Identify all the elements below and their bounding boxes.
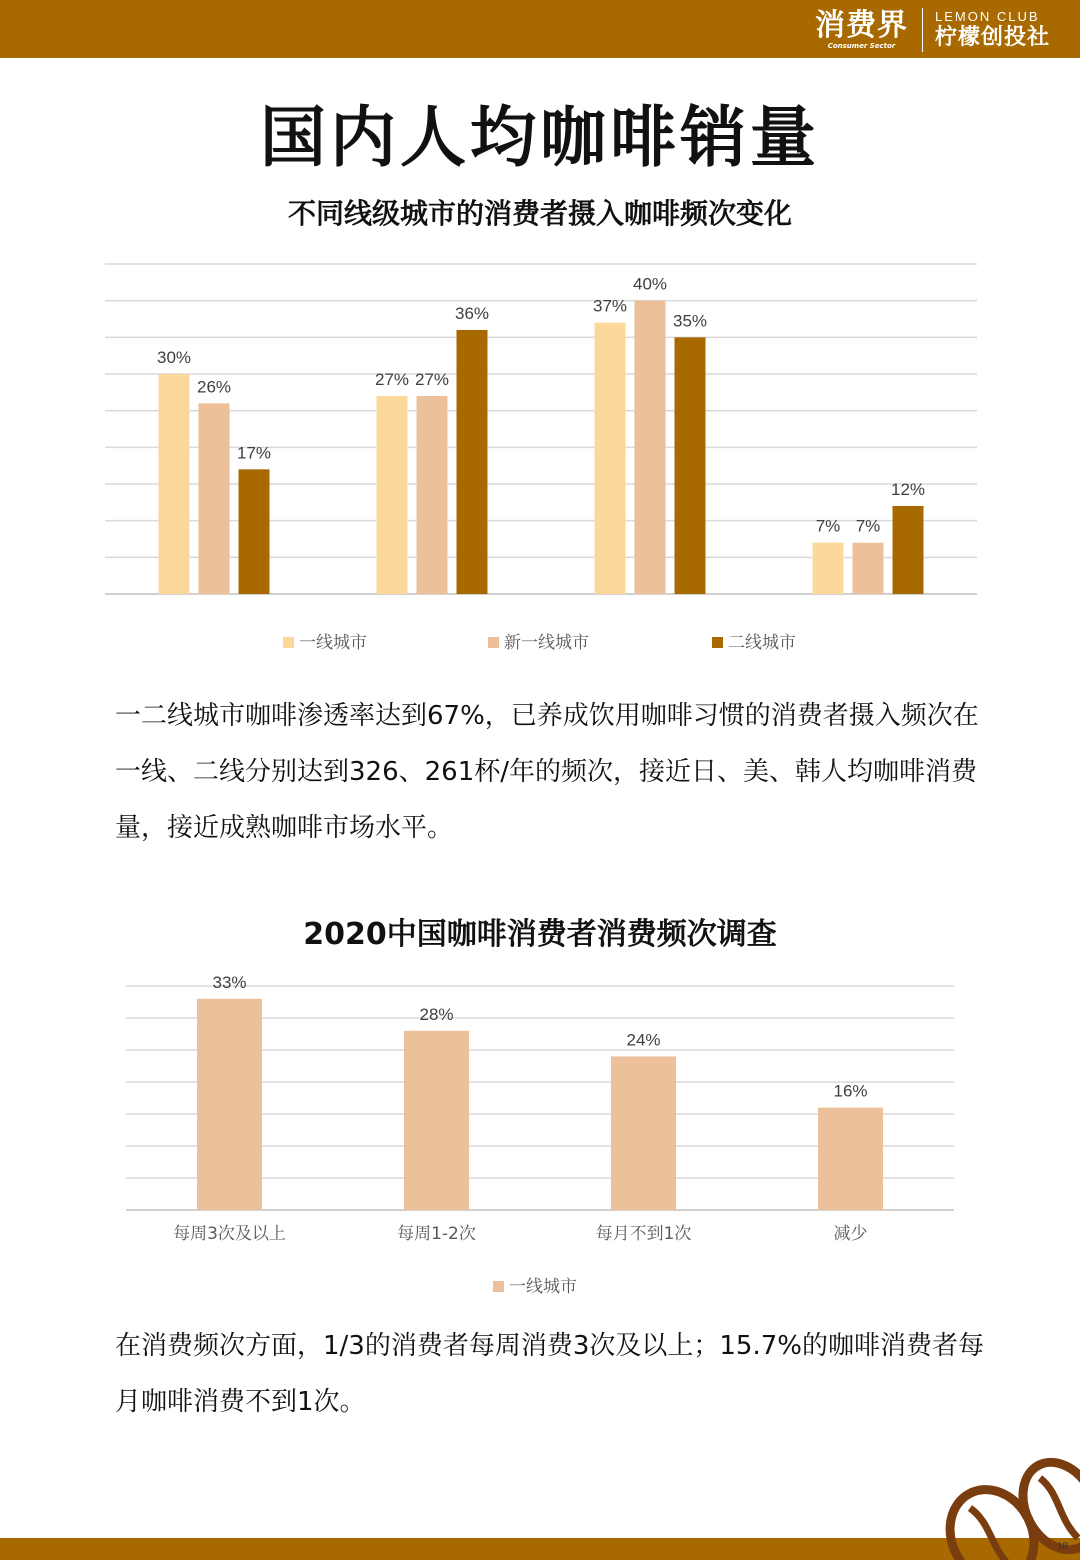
bar: [595, 323, 626, 594]
chart2-title: 2020中国咖啡消费者消费频次调查: [303, 917, 777, 952]
data-label: 30%: [156, 348, 192, 367]
legend-swatch: [488, 637, 499, 648]
data-label: 16%: [833, 1081, 868, 1101]
bar: [417, 396, 448, 594]
category-label: 减少: [833, 1224, 868, 1244]
bar: [197, 999, 262, 1210]
legend-label: 新一线城市: [504, 633, 589, 653]
data-label: 12%: [890, 480, 926, 499]
consumer-sector-logo: [815, 10, 908, 50]
bar: [853, 543, 884, 594]
bar: [404, 1031, 469, 1210]
bar: [675, 337, 706, 594]
footer-bar: [0, 1538, 1080, 1560]
bar: [457, 330, 488, 594]
brand-divider: [922, 8, 923, 52]
bar: [377, 396, 408, 594]
bar: [199, 403, 230, 594]
category-label: 每月不到1次: [595, 1224, 692, 1244]
legend-swatch: [493, 1281, 504, 1292]
data-label: 26%: [196, 377, 232, 397]
data-label: 37%: [592, 296, 628, 316]
lemon-club-logo-en: LEMON CLUB: [934, 9, 1040, 24]
data-label: 27%: [414, 370, 450, 389]
category-label: 每周3次及以上: [173, 1224, 286, 1244]
bar: [239, 469, 270, 594]
lemon-club-logo-cn: 柠檬创投社: [934, 25, 1050, 50]
consumer-sector-logo-subtext: Consumer Sector: [827, 42, 896, 50]
legend-swatch: [283, 637, 294, 648]
data-label: 24%: [626, 1030, 661, 1050]
data-label: 28%: [419, 1004, 454, 1024]
data-label: 17%: [236, 443, 272, 463]
bar: [813, 543, 844, 594]
bar: [893, 506, 924, 594]
chart1-title: 不同线级城市的消费者摄入咖啡频次变化: [287, 197, 792, 230]
data-label: 40%: [632, 274, 668, 294]
legend-swatch: [712, 637, 723, 648]
lemon-club-logo: [935, 9, 1050, 51]
consumer-sector-logo-text: 消费界: [814, 8, 908, 43]
data-label: 7%: [855, 516, 881, 536]
data-label: 27%: [374, 370, 410, 389]
legend-label: 一线城市: [299, 633, 367, 653]
legend-label: 二线城市: [728, 633, 796, 653]
paragraph-penetration: 一二线城市咖啡渗透率达到67%，已养成饮用咖啡习惯的消费者摄入频次在一线、二线分别达到326、261杯/年的频次，接近日、美、韩人均咖啡消费量，接近成熟咖啡市场水平。: [115, 701, 979, 843]
data-label: 35%: [672, 311, 708, 331]
page-number: 18: [1057, 1540, 1068, 1552]
bar: [611, 1056, 676, 1210]
bar: [159, 374, 190, 594]
brand-logos: [815, 6, 1050, 54]
legend-label: 一线城市: [509, 1277, 577, 1297]
header-bar: [0, 0, 1080, 58]
data-label: 36%: [454, 304, 490, 323]
page-title: 国内人均咖啡销量: [260, 99, 820, 176]
category-label: 每周1-2次: [397, 1224, 476, 1244]
data-label: 33%: [212, 972, 247, 992]
consumption-frequency-chart: [0, 950, 1080, 1310]
bar: [818, 1108, 883, 1210]
bar: [635, 301, 666, 594]
city-tier-frequency-chart: [0, 240, 1080, 660]
paragraph-frequency: 在消费频次方面，1/3的消费者每周消费3次及以上；15.7%的咖啡消费者每月咖啡消费不到1次。: [115, 1331, 984, 1417]
data-label: 7%: [815, 516, 841, 536]
